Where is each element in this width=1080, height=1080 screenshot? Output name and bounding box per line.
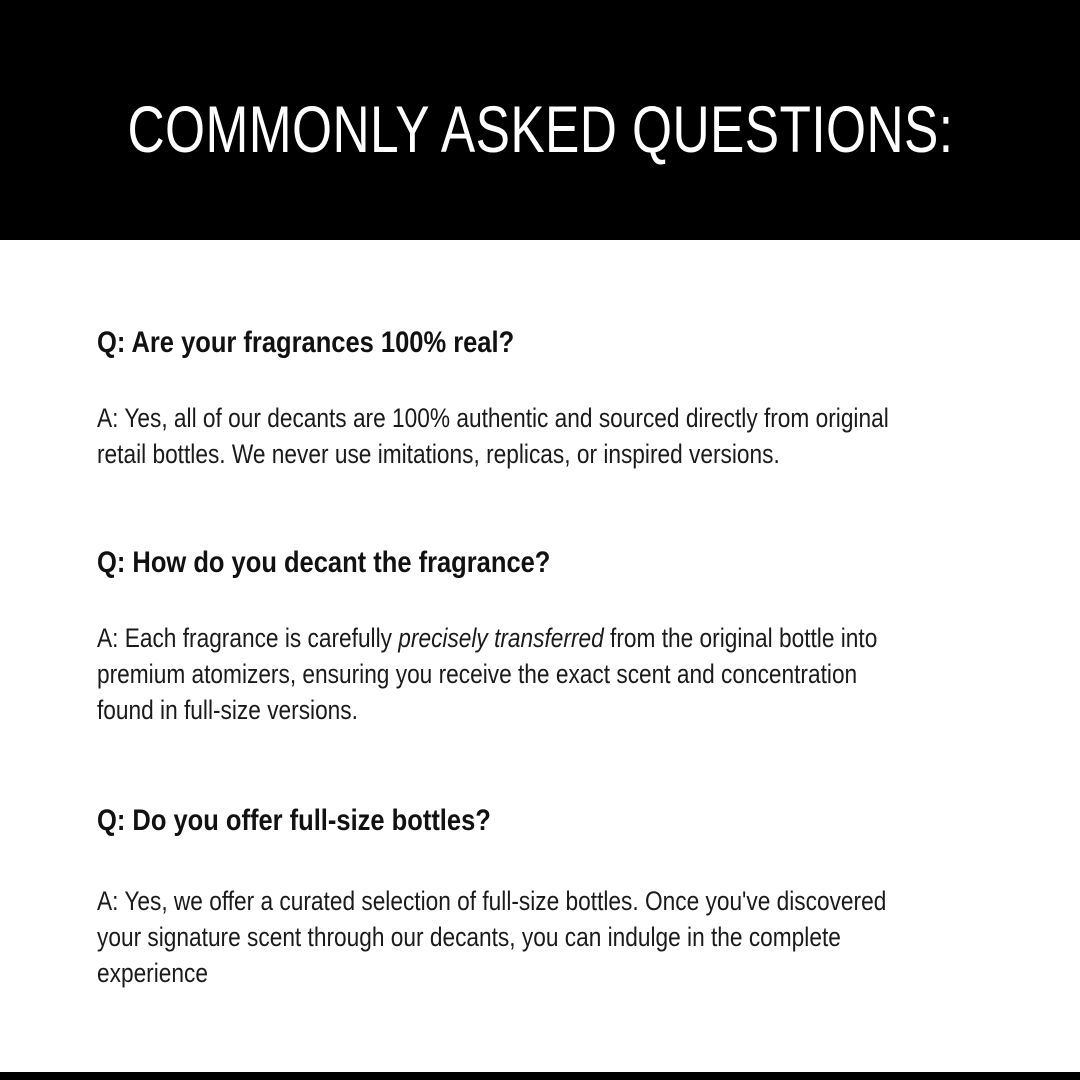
answer-line: [97, 620, 903, 656]
answer-line: A: Yes, all of our decants are 100% authentic and sourced directly from original: [97, 403, 889, 433]
answer-paragraph: [97, 883, 1057, 991]
answer-line: retail bottles. We never use imitations, replicas, or inspired versions.: [97, 439, 780, 469]
faq-content: [97, 240, 1057, 991]
faq-item-3: [97, 803, 1057, 991]
answer-line: found in full-size versions.: [97, 695, 358, 725]
page-title: COMMONLY ASKED QUESTIONS:: [127, 92, 953, 166]
footer-bar: [0, 1072, 1080, 1080]
question-heading: Q: How do you decant the fragrance?: [97, 546, 551, 579]
header-band: [0, 0, 1080, 240]
question-heading: Q: Are your fragrances 100% real?: [97, 326, 515, 359]
answer-text-suffix: from the original bottle into: [603, 623, 878, 653]
faq-item-2: [97, 545, 1057, 728]
answer-text-prefix: A: Each fragrance is carefully: [97, 623, 399, 653]
answer-text-italic: precisely transferred: [398, 623, 604, 653]
faq-item-1: [97, 325, 1057, 472]
question-heading: Q: Do you offer full-size bottles?: [97, 804, 491, 837]
answer-line: experience: [97, 958, 208, 988]
answer-line: premium atomizers, ensuring you receive the exact scent and concentration: [97, 659, 858, 689]
answer-line: your signature scent through our decants, you can indulge in the complete: [97, 922, 841, 952]
answer-paragraph: [97, 400, 1057, 472]
answer-line: A: Yes, we offer a curated selection of full-size bottles. Once you've discovered: [97, 886, 887, 916]
answer-paragraph: [97, 620, 1057, 728]
